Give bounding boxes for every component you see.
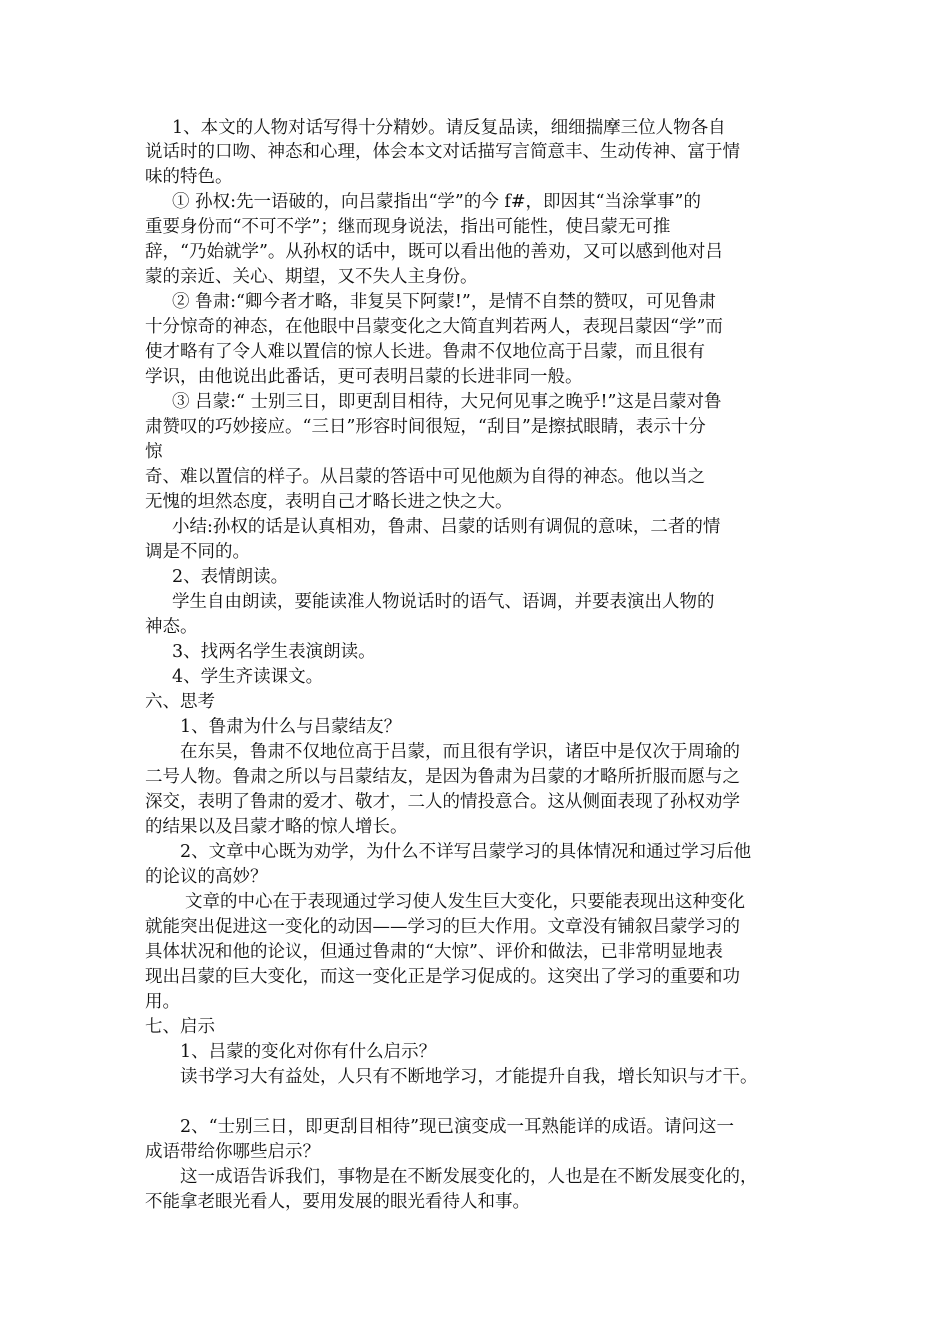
text-line: ① 孙权:先一语破的，向吕蒙指出“学”的今 f#，即因其“当涂掌事”的 (172, 192, 701, 212)
text-line: 深交，表明了鲁肃的爱才、敬才，二人的情投意合。这从侧面表现了孙权劝学 (145, 792, 740, 812)
text-line: 就能突出促进这一变化的动因——学习的巨大作用。文章没有铺叙吕蒙学习的 (145, 917, 740, 937)
text-line: 4、学生齐读课文。 (172, 667, 324, 687)
text-line: 1、吕蒙的变化对你有什么启示？ (180, 1042, 437, 1062)
text-line: ② 鲁肃:“卿今者才略，非复吴下阿蒙!”，是情不自禁的赞叹，可见鲁肃 (172, 292, 716, 312)
text-line: ③ 吕蒙:“ 士别三日，即更刮目相待，大兄何见事之晚乎!”这是吕蒙对鲁 (172, 392, 722, 412)
text-line: 神态。 (145, 617, 198, 637)
text-line: 使才略有了令人难以置信的惊人长进。鲁肃不仅地位高于吕蒙，而且很有 (145, 342, 705, 362)
text-line: 说话时的口吻、神态和心理，体会本文对话描写言简意丰、生动传神、富于情 (145, 142, 740, 162)
text-line: 用。 (145, 992, 180, 1012)
text-line: 无愧的坦然态度，表明自己才略长进之快之大。 (145, 492, 513, 512)
text-line: 2、“士别三日，即更刮目相待”现已演变成一耳熟能详的成语。请问这一 (180, 1117, 735, 1137)
text-line: 现出吕蒙的巨大变化，而这一变化正是学习促成的。这突出了学习的重要和功 (145, 967, 740, 987)
text-line: 1、本文的人物对话写得十分精妙。请反复品读，细细揣摩三位人物各自 (172, 118, 726, 138)
text-line: 不能拿老眼光看人，要用发展的眼光看待人和事。 (145, 1192, 530, 1212)
text-line: 奇、难以置信的样子。从吕蒙的答语中可见他颇为自得的神态。他以当之 (145, 467, 705, 487)
text-line: 3、找两名学生表演朗读。 (172, 642, 376, 662)
text-line: 读书学习大有益处，人只有不断地学习，才能提升自我，增长知识与才干。 (180, 1067, 758, 1087)
text-line: 2、表情朗读。 (172, 567, 289, 587)
text-line: 二号人物。鲁肃之所以与吕蒙结友，是因为鲁肃为吕蒙的才略所折服而愿与之 (145, 767, 740, 787)
text-line: 文章的中心在于表现通过学习使人发生巨大变化，只要能表现出这种变化 (185, 892, 745, 912)
text-line: 小结:孙权的话是认真相劝，鲁肃、吕蒙的话则有调侃的意味，二者的情 (172, 517, 721, 537)
text-line: 肃赞叹的巧妙接应。“三日”形容时间很短，“刮目”是擦拭眼睛，表示十分 (145, 417, 706, 437)
text-line: 重要身份而“不可不学”；继而现身说法，指出可能性，使吕蒙无可推 (145, 217, 671, 237)
text-line: 的结果以及吕蒙才略的惊人增长。 (145, 817, 408, 837)
text-line: 1、鲁肃为什么与吕蒙结友？ (180, 717, 402, 737)
text-line: 辞，“乃始就学”。从孙权的话中，既可以看出他的善劝，又可以感到他对吕 (145, 242, 723, 262)
text-line: 的论议的高妙？ (145, 867, 268, 887)
text-line: 味的特色。 (145, 167, 233, 187)
text-line: 这一成语告诉我们，事物是在不断发展变化的，人也是在不断发展变化的， (180, 1167, 758, 1187)
text-line: 具体状况和他的论议，但通过鲁肃的“大惊”、评价和做法，已非常明显地表 (145, 942, 723, 962)
text-line: 蒙的亲近、关心、期望，又不失人主身份。 (145, 267, 478, 287)
text-line: 在东吴，鲁肃不仅地位高于吕蒙，而且很有学识，诸臣中是仅次于周瑜的 (180, 742, 740, 762)
text-line: 十分惊奇的神态，在他眼中吕蒙变化之大简直判若两人，表现吕蒙因“学”而 (145, 317, 723, 337)
text-line: 六、思考 (145, 692, 215, 712)
text-line: 学识，由他说出此番话，更可表明吕蒙的长进非同一般。 (145, 367, 583, 387)
text-line: 成语带给你哪些启示？ (145, 1142, 320, 1162)
text-line: 2、文章中心既为劝学，为什么不详写吕蒙学习的具体情况和通过学习后他 (180, 842, 752, 862)
text-line: 学生自由朗读，要能读准人物说话时的语气、语调，并要表演出人物的 (172, 592, 715, 612)
text-line: 七、启示 (145, 1017, 215, 1037)
text-line: 调是不同的。 (145, 542, 250, 562)
text-line: 惊 (145, 442, 163, 462)
